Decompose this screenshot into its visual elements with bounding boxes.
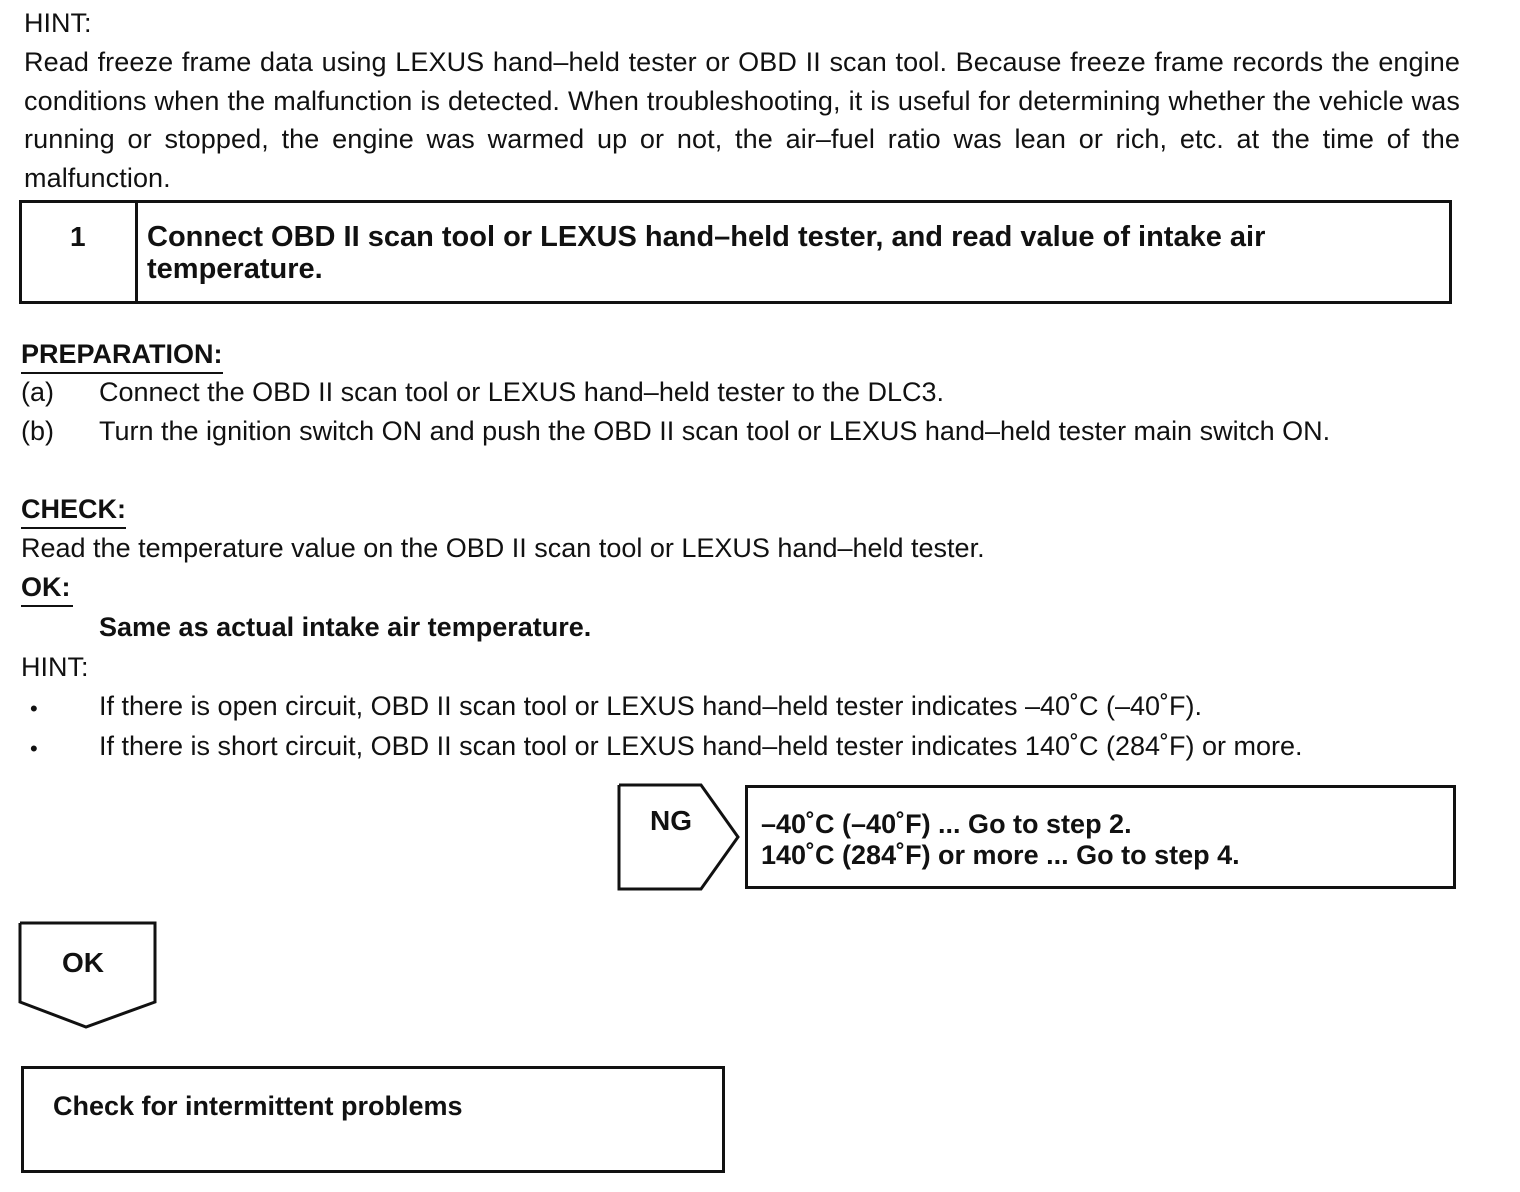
bullet-icon-1: • — [30, 696, 38, 721]
intro-paragraph: Read freeze frame data using LEXUS hand–held tester or OBD II scan tool. Because freeze frame records the engine conditions when the malfunction is detected. When troubleshooting, it is useful for determining whether the vehicle was running or stopped, the engine was warmed up or not, the air–fuel ratio was lean or rich, etc. at the time of the malfunction. — [24, 47, 1460, 193]
hint-label-top: HINT: — [24, 8, 92, 38]
step-number-cell — [22, 203, 138, 301]
hint-bullet-text-2: If there is short circuit, OBD II scan tool or LEXUS hand–held tester indicates 140˚C (284˚F) or more. — [99, 731, 1303, 761]
ok-spec-heading: OK: — [21, 570, 73, 607]
check-heading: CHECK: — [21, 492, 126, 529]
ng-result-box — [745, 785, 1456, 889]
prep-item-tag-a: (a) — [21, 377, 54, 407]
prep-item-text-b: Turn the ignition switch ON and push the OBD II scan tool or LEXUS hand–held tester main switch ON. — [99, 416, 1331, 446]
hint-label-2: HINT: — [21, 652, 89, 682]
step-title: Connect OBD II scan tool or LEXUS hand–held tester, and read value of intake air temperature. — [147, 221, 1266, 285]
ng-label: NG — [650, 805, 692, 836]
ng-line-1: –40˚C (–40˚F) ... Go to step 2. — [761, 809, 1132, 839]
result-text: Check for intermittent problems — [53, 1091, 463, 1121]
ok-spec-text: Same as actual intake air temperature. — [99, 612, 592, 642]
step-number: 1 — [70, 221, 86, 252]
ng-line-2: 140˚C (284˚F) or more ... Go to step 4. — [761, 840, 1240, 870]
bullet-icon-2: • — [30, 736, 38, 761]
result-box — [21, 1066, 725, 1173]
step-header-box — [19, 200, 1452, 304]
prep-item-text-a: Connect the OBD II scan tool or LEXUS hand–held tester to the DLC3. — [99, 377, 944, 407]
check-text: Read the temperature value on the OBD II scan tool or LEXUS hand–held tester. — [21, 533, 985, 563]
ok-label: OK — [62, 947, 104, 978]
ng-arrow-shape — [617, 783, 743, 893]
prep-item-tag-b: (b) — [21, 416, 54, 446]
preparation-heading: PREPARATION: — [21, 337, 223, 374]
hint-bullet-text-1: If there is open circuit, OBD II scan tool or LEXUS hand–held tester indicates –40˚C (–40˚F). — [99, 691, 1203, 721]
